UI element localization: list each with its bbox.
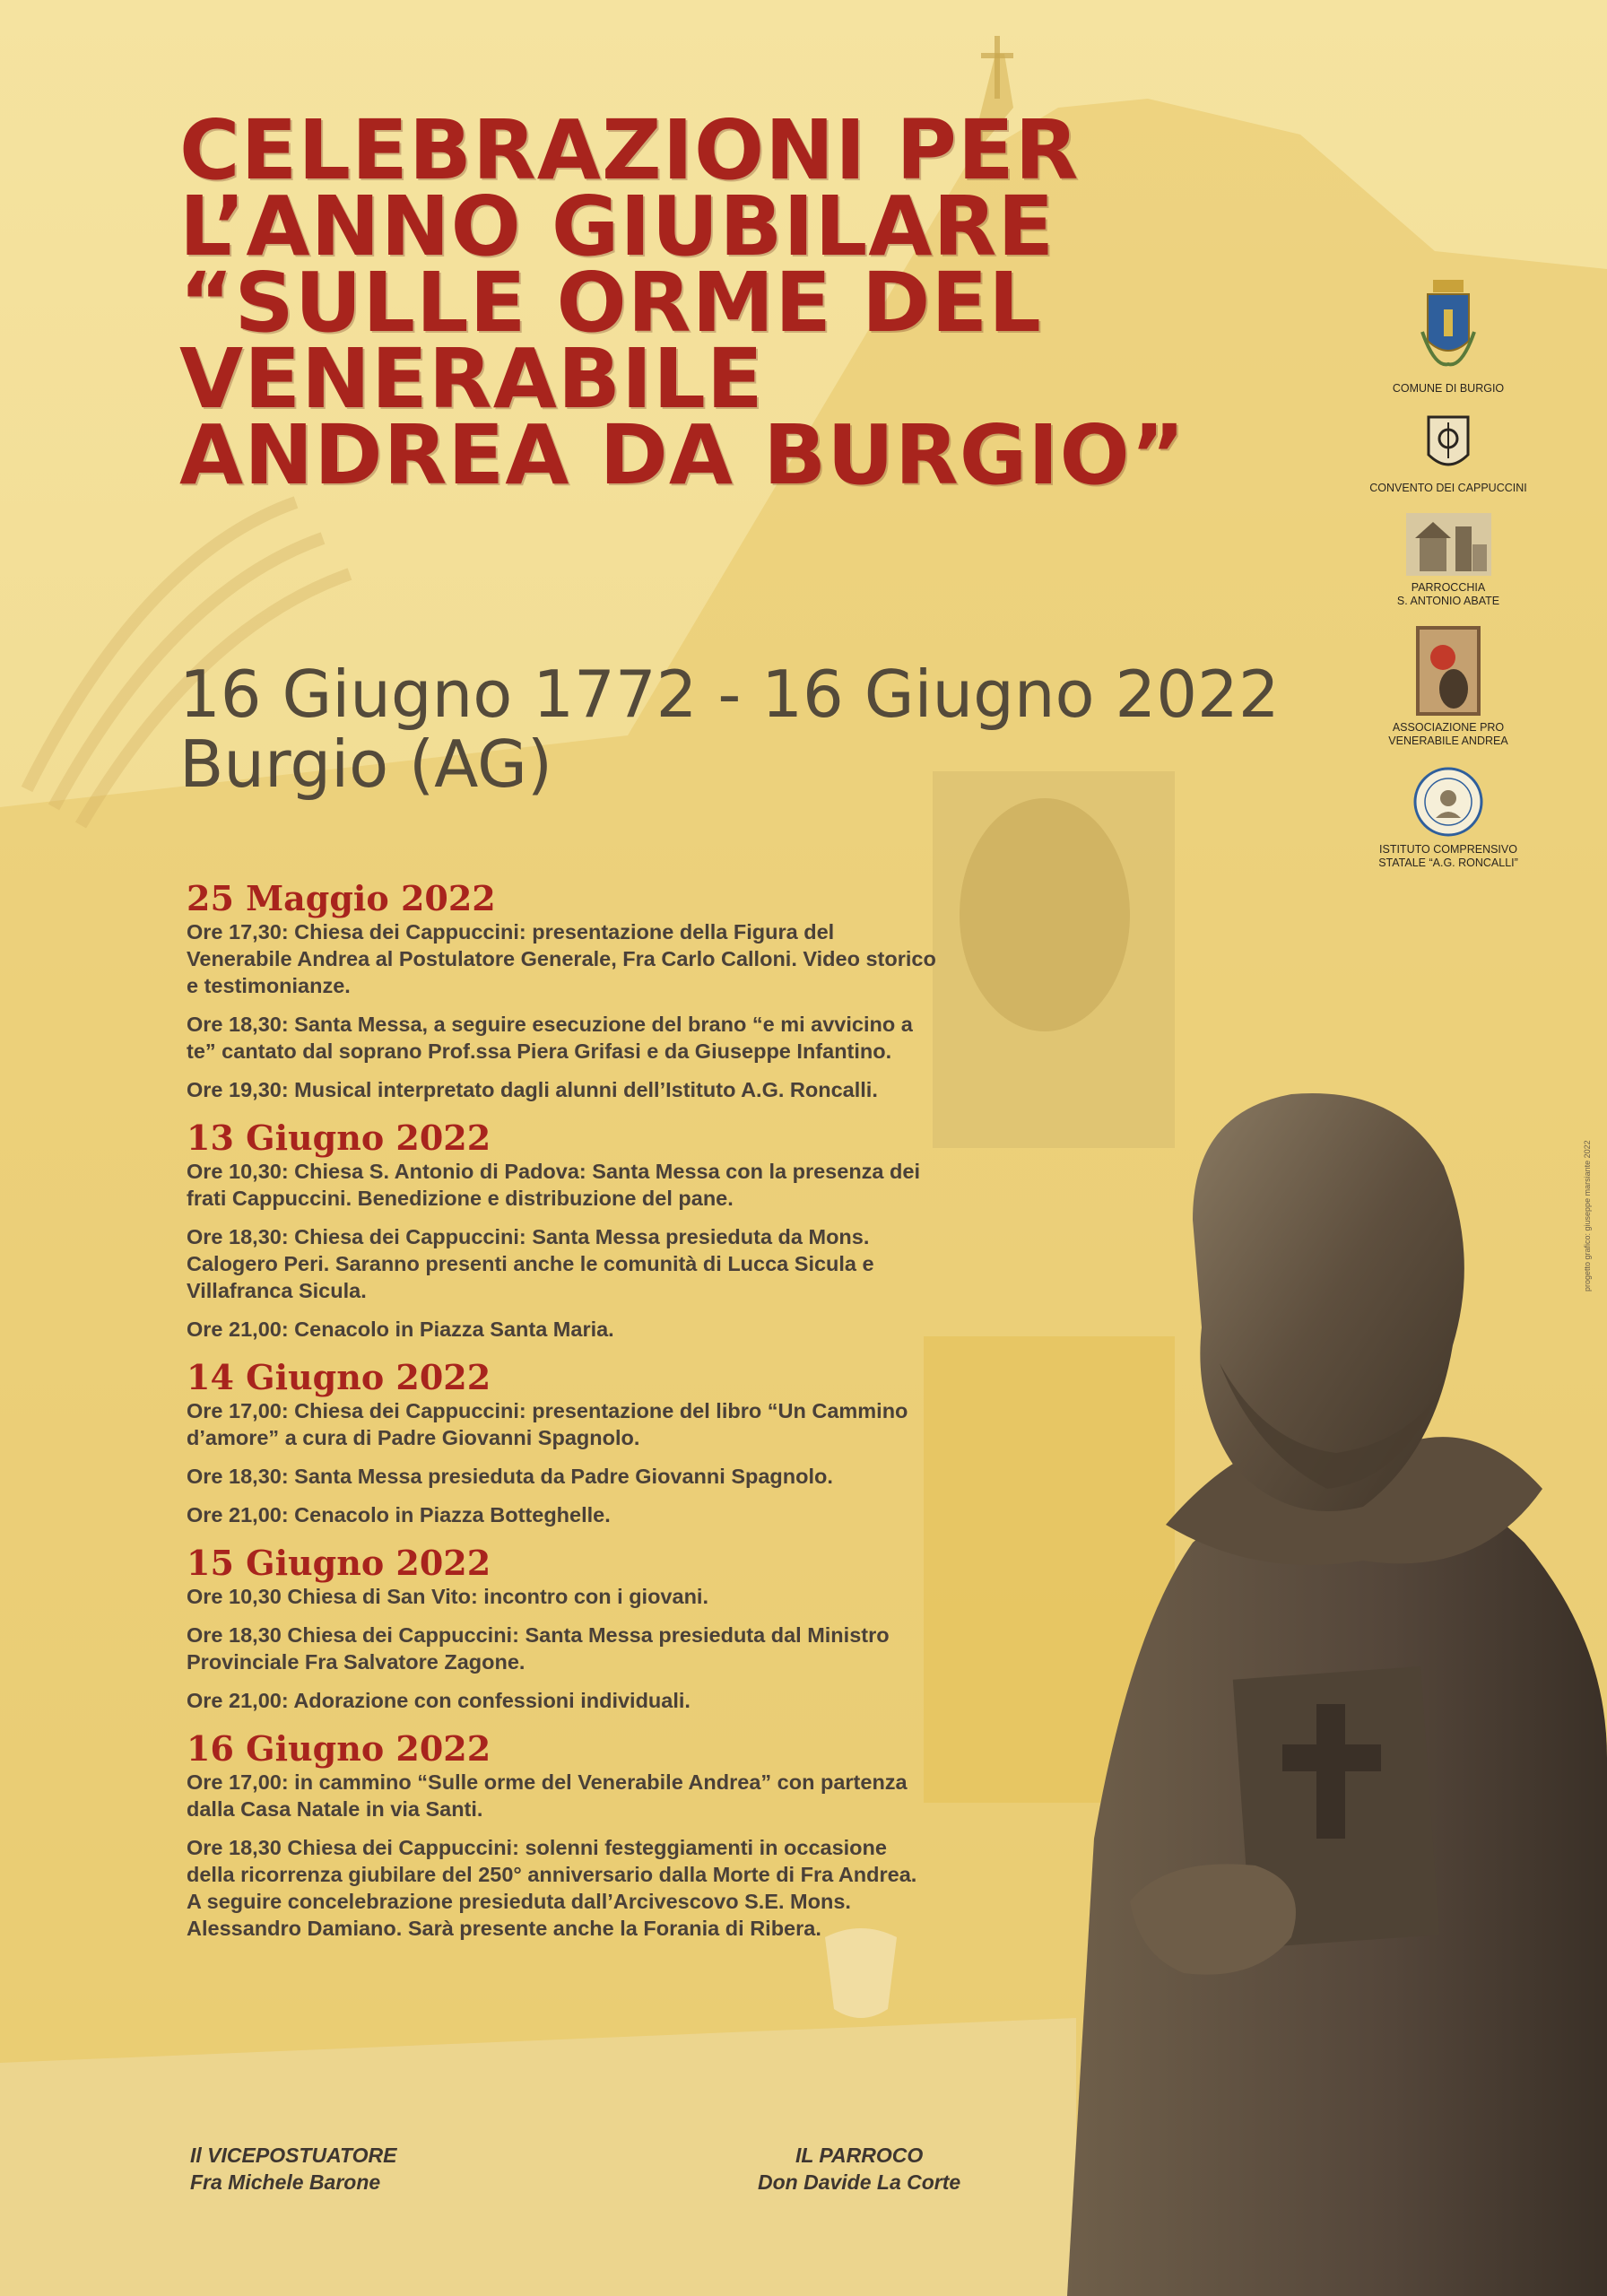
event-entry: Ore 21,00: Cenacolo in Piazza Santa Maria. <box>187 1318 614 1341</box>
event-entry: Ore 18,30 Chiesa dei Cappuccini: Santa Messa presieduta dal Ministro Provinciale Fra Salvatore Zagone. <box>187 1623 890 1674</box>
signature-role: IL PARROCO <box>795 2144 924 2167</box>
logo-label: CONVENTO DEI CAPPUCCINI <box>1369 482 1527 494</box>
logo-label: ASSOCIAZIONE PRO VENERABILE ANDREA <box>1388 721 1508 747</box>
event-entry: Ore 18,30: Santa Messa presieduta da Padre Giovanni Spagnolo. <box>187 1465 833 1488</box>
signature-parish-priest <box>758 2142 960 2196</box>
program-day <box>187 1358 994 1528</box>
event-entry: Ore 17,00: in cammino “Sulle orme del Venerabile Andrea” con partenza dalla Casa Natale in via Santi. <box>187 1770 908 1821</box>
title-line: L’ANNO GIUBILARE <box>179 178 1055 274</box>
program-day <box>187 879 994 1103</box>
logo-convento-cappuccini <box>1368 413 1529 495</box>
event-entry: Ore 19,30: Musical interpretato dagli alunni dell’Istituto A.G. Roncalli. <box>187 1078 878 1101</box>
event-entry: Ore 18,30: Santa Messa, a seguire esecuzione del brano “e mi avvicino a te” cantato dal soprano Prof.ssa Piera Grifasi e da Giuseppe Infantino. <box>187 1013 913 1063</box>
day-heading: 15 Giugno 2022 <box>187 1543 491 1583</box>
event-place: Burgio (AG) <box>179 726 552 802</box>
logo-associazione <box>1368 626 1529 748</box>
day-heading: 14 Giugno 2022 <box>187 1357 491 1397</box>
title-line: VENERABILE <box>179 331 764 427</box>
event-entry: Ore 17,00: Chiesa dei Cappuccini: presentazione del libro “Un Cammino d’amore” a cura di Padre Giovanni Spagnolo. <box>187 1399 908 1449</box>
logo-label: ISTITUTO COMPRENSIVO STATALE “A.G. RONCALLI” <box>1378 843 1518 869</box>
program-day <box>187 1729 994 1942</box>
event-entry: Ore 10,30: Chiesa S. Antonio di Padova: Santa Messa con la presenza dei frati Cappuccini. Benedizione e distribuzione del pane. <box>187 1160 920 1210</box>
signature-name: Don Davide La Corte <box>758 2170 961 2194</box>
saint-portrait-icon <box>1416 626 1481 716</box>
program-schedule <box>187 879 994 1957</box>
day-heading: 16 Giugno 2022 <box>187 1728 491 1769</box>
coat-of-arms-icon <box>1417 278 1480 377</box>
logo-label: PARROCCHIA S. ANTONIO ABATE <box>1396 581 1500 607</box>
title-line: CELEBRAZIONI PER <box>179 102 1080 198</box>
title-line: “SULLE ORME DEL <box>179 255 1042 351</box>
signature-vicepostulator <box>190 2142 396 2196</box>
school-seal-icon <box>1412 766 1484 838</box>
program-day <box>187 1118 994 1343</box>
event-entry: Ore 10,30 Chiesa di San Vito: incontro con i giovani. <box>187 1585 708 1608</box>
patron-logos <box>1368 278 1529 888</box>
anniversary-dates: 16 Giugno 1772 - 16 Giugno 2022 <box>179 657 1280 732</box>
poster-title <box>179 102 1345 503</box>
friary-crest-icon <box>1421 413 1475 476</box>
event-entry: Ore 21,00: Cenacolo in Piazza Botteghelle. <box>187 1503 611 1526</box>
signature-name: Fra Michele Barone <box>190 2170 381 2194</box>
date-place-block <box>179 657 1280 802</box>
church-icon <box>1406 513 1491 576</box>
design-credit: progetto grafico: giuseppe marsiante 2022 <box>1583 1140 1592 1292</box>
event-entry: Ore 21,00: Adorazione con confessioni individuali. <box>187 1689 691 1712</box>
logo-parrocchia <box>1368 513 1529 608</box>
logo-label: COMUNE DI BURGIO <box>1392 382 1505 395</box>
program-day <box>187 1544 994 1714</box>
title-line: ANDREA DA BURGIO” <box>179 407 1186 503</box>
day-heading: 13 Giugno 2022 <box>187 1118 491 1158</box>
logo-comune-burgio <box>1368 278 1529 396</box>
event-entry: Ore 17,30: Chiesa dei Cappuccini: presentazione della Figura del Venerabile Andrea al Postulatore Generale, Fra Carlo Calloni. Video storico e testimonianze. <box>187 920 936 997</box>
logo-istituto-roncalli <box>1368 766 1529 870</box>
event-entry: Ore 18,30 Chiesa dei Cappuccini: solenni festeggiamenti in occasione della ricorrenza giubilare del 250° anniversario dalla Morte di Fra Andrea. A seguire concelebrazione presieduta dall’Arcivescovo S.E. Mons. Alessandro Damiano. Sarà presente anche la Forania di Ribera. <box>187 1836 917 1940</box>
day-heading: 25 Maggio 2022 <box>187 878 496 918</box>
event-entry: Ore 18,30: Chiesa dei Cappuccini: Santa Messa presieduta da Mons. Calogero Peri. Saranno presenti anche le comunità di Lucca Sicula e Villafranca Sicula. <box>187 1225 874 1302</box>
signature-role: Il VICEPOSTUATORE <box>190 2144 397 2167</box>
